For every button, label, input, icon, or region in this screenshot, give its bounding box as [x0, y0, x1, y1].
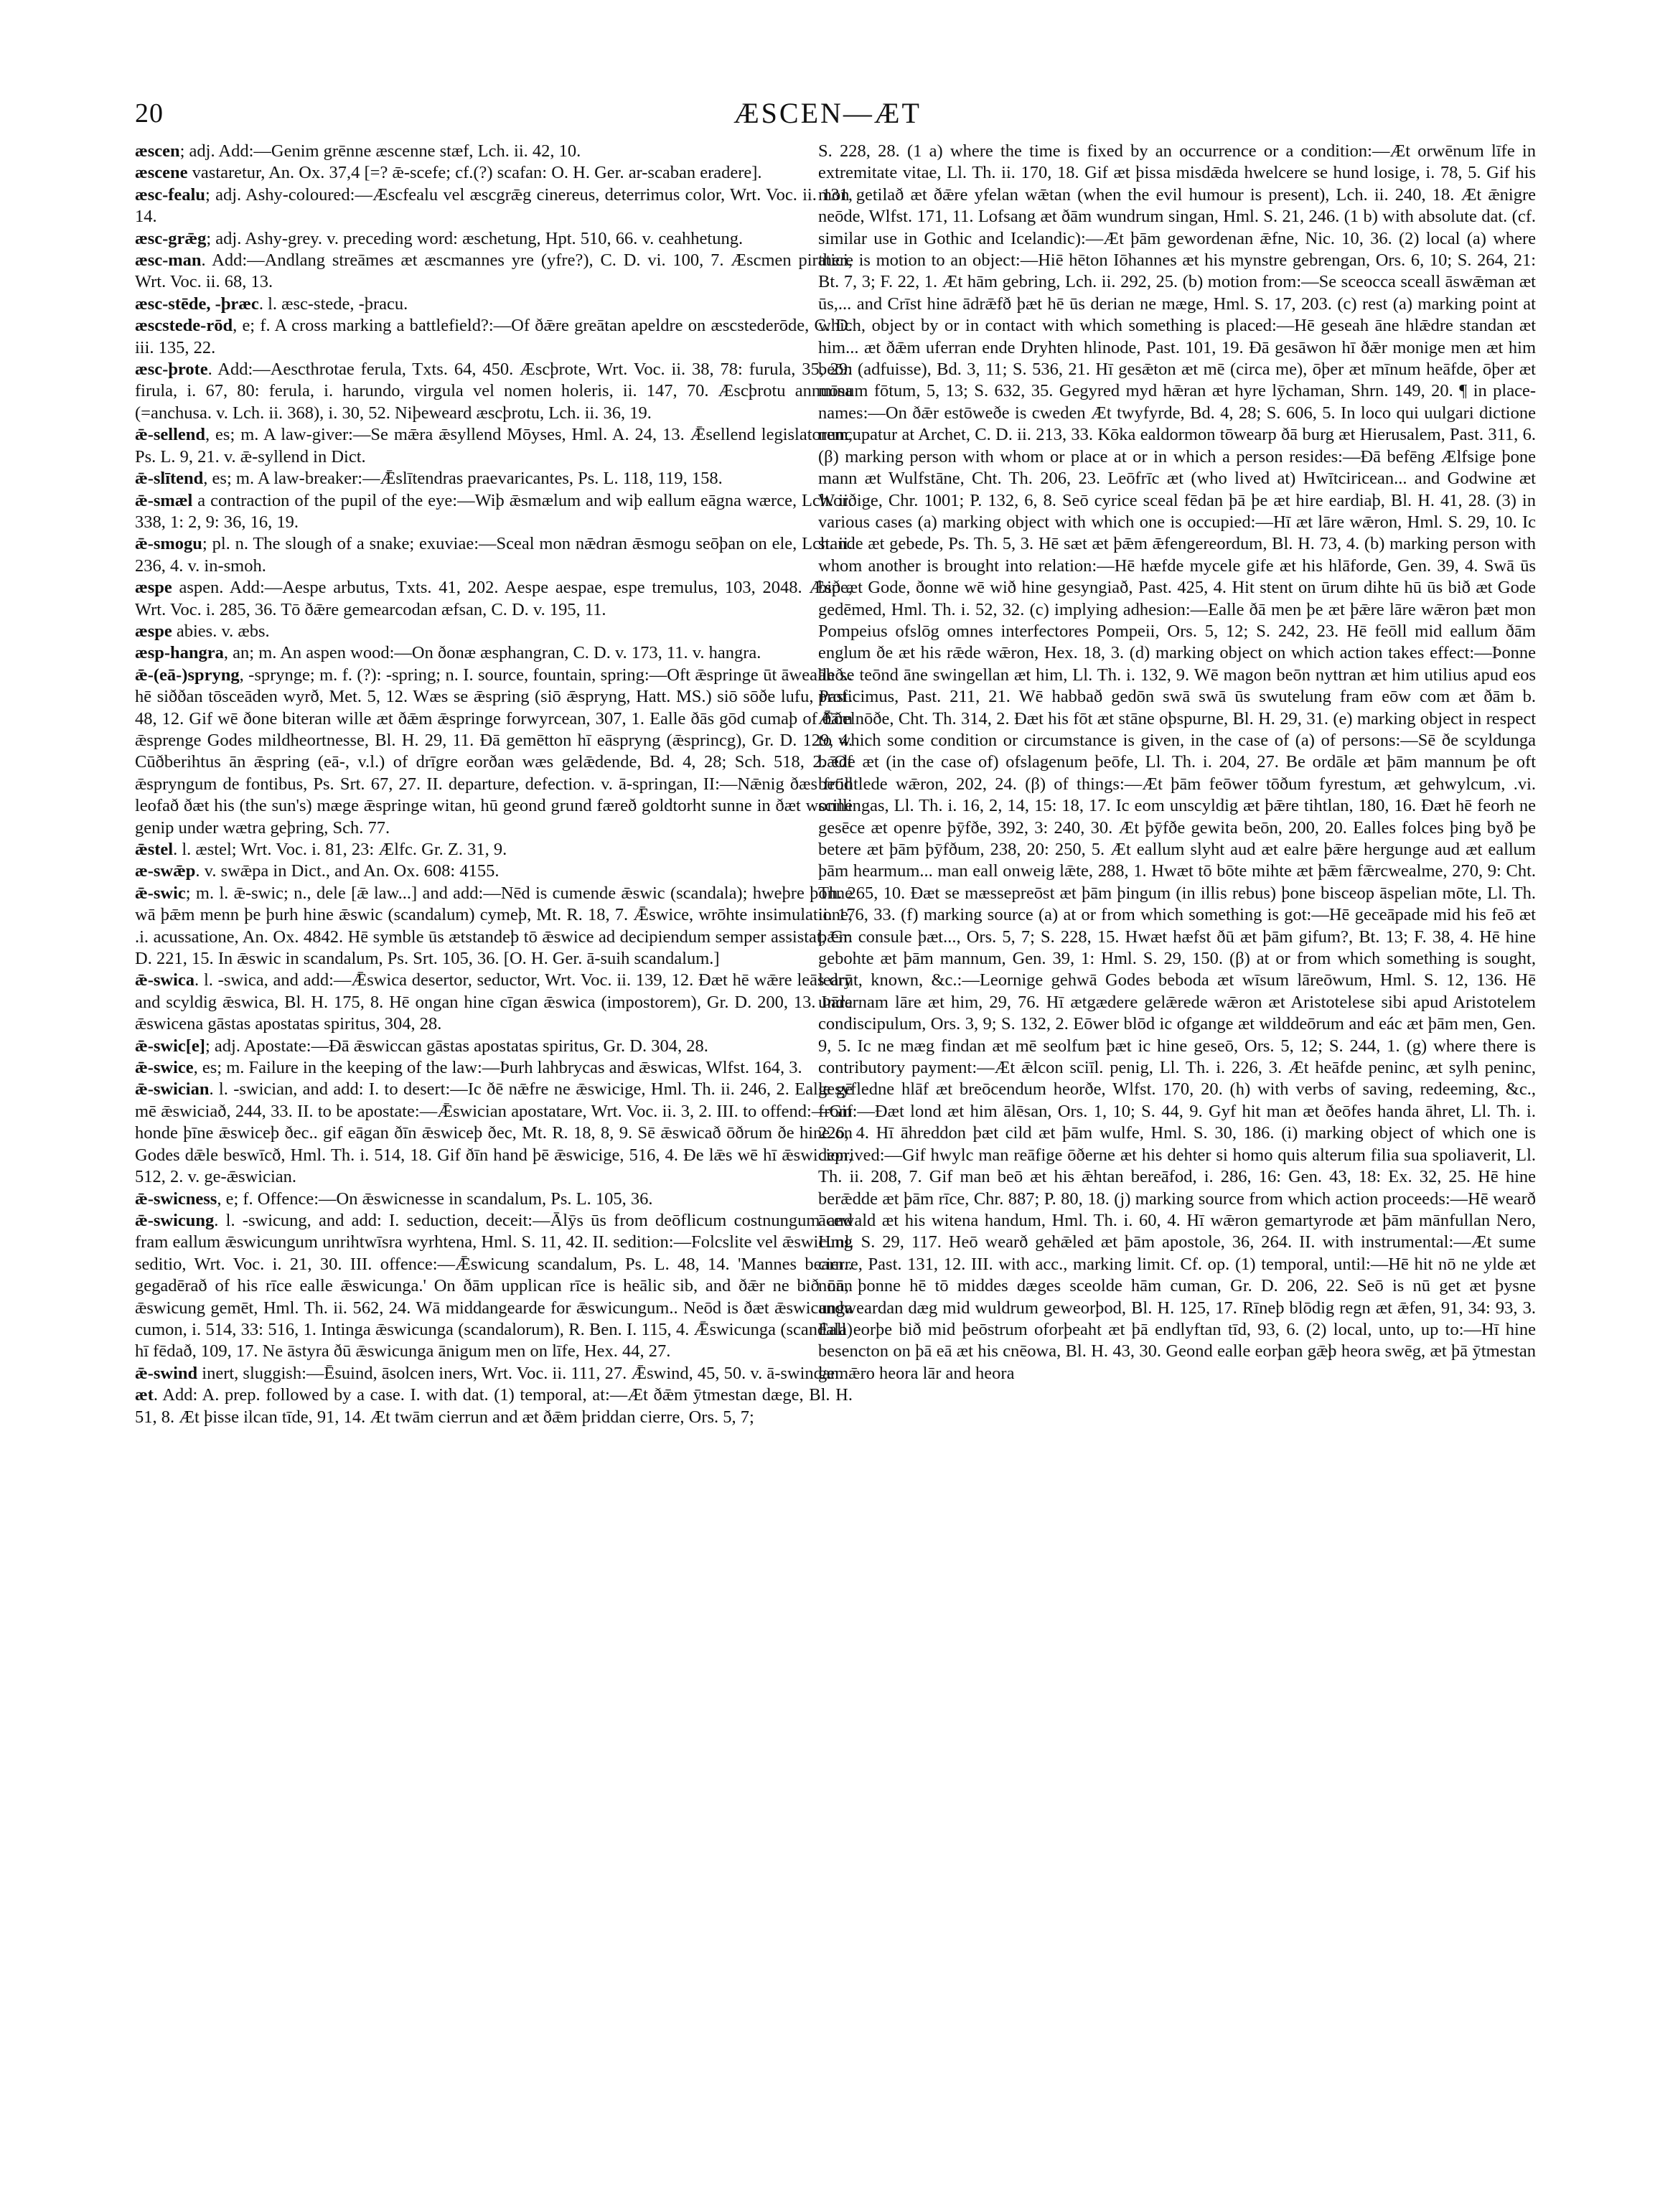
entry-body: . v. swǣpa in Dict., and An. Ox. 608: 4155. [195, 861, 500, 881]
dictionary-entry [135, 294, 853, 315]
entry-headword: æsc-fealu [135, 184, 205, 205]
dictionary-entry [135, 1057, 853, 1079]
dictionary-entry [135, 184, 853, 228]
entry-body: vastaretur, An. Ox. 37,4 [=? ǣ-scefe; cf.(?) scafan: O. H. Ger. ar-scaban eradere]. [187, 163, 762, 183]
entry-body: ; adj. Ashy-coloured:—Æscfealu vel æscgrǣg cinereus, deterrimus color, Wrt. Voc. ii. 131, 14. [135, 184, 853, 227]
entry-body: ; m. l. ǣ-swic; n., dele [ǣ law...] and add:—Nēd is cumende ǣswic (scandala); hweþre þonne wā þǣm menn þe þurh hine ǣswic (scandalum) cymeþ, Mt. R. 18, 7. Ǣswice, wrōhte insimulatione, .i. acussatione, An. Ox. 4842. Hē symble ūs ætstandeþ tō ǣswice ad decipiendum semper assistat, Gr. D. 221, 15. In ǣswic in scandalum, Ps. Srt. 105, 36. [O. H. Ger. ā-suih scandalum.] [135, 883, 853, 969]
entry-body: ; adj. Add:—Genim grēnne æscenne stæf, Lch. ii. 42, 10. [179, 141, 581, 161]
dictionary-entry [135, 162, 853, 184]
dictionary-entry [135, 621, 853, 642]
entry-headword: æsc-grǣg [135, 228, 207, 248]
entry-headword: æspe [135, 578, 172, 598]
entry-headword: æsc-man [135, 250, 202, 271]
entry-headword: ǣ-swic [135, 883, 186, 903]
entry-headword: ǣ-swicung [135, 1210, 215, 1230]
entry-body: . Add:—Andlang streāmes æt æscmannes yre (yfre?), C. D. vi. 100, 7. Æscmen piratici, Wrt. Voc. ii. 68, 13. [135, 250, 853, 292]
entry-body: aspen. Add:—Aespe arbutus, Txts. 41, 202. Aespe aespae, espe tremulus, 103, 2048. Æspe, Wrt. Voc. i. 285, 36. Tō ðǣre gemearcodan æfsan, C. D. v. 195, 11. [135, 578, 853, 619]
entry-headword: ǣ-swician [135, 1079, 210, 1100]
entry-headword: ǣ-swind [135, 1363, 198, 1383]
entry-headword: æscen [135, 141, 180, 161]
entry-body: , an; m. An aspen wood:—On ðonæ æsphangran, C. D. v. 173, 11. v. hangra. [223, 643, 761, 663]
entry-headword: ǣ-smæl [135, 490, 193, 510]
dictionary-entry [135, 1384, 853, 1428]
dictionary-entry [135, 1036, 853, 1057]
entry-body: . l. æsc-stede, -þracu. [258, 294, 408, 314]
entry-headword: æscstede-rōd [135, 316, 233, 336]
entry-headword: ǣ-smogu [135, 534, 202, 554]
dictionary-entry [135, 642, 853, 664]
entry-body: inert, sluggish:—Ēsuind, āsolcen iners, Wrt. Voc. ii. 111, 27. Ǣswind, 45, 50. v. ā-swindan. [197, 1363, 844, 1383]
entry-body: , es; m. A law-giver:—Se mǣra ǣsyllend Mōyses, Hml. A. 24, 13. Ǣsellend legislatorem, Ps. L. 9, 21. v. ǣ-syllend in Dict. [135, 425, 853, 467]
entry-headword: æscene [135, 163, 188, 183]
entry-headword: ǣ-swic[e] [135, 1036, 205, 1056]
entry-body: , e; f. Offence:—On ǣswicnesse in scandalum, Ps. L. 105, 36. [217, 1189, 653, 1209]
entry-headword: ǣ-swice [135, 1058, 194, 1078]
dictionary-entry [135, 861, 853, 882]
dictionary-entry [135, 141, 853, 162]
entry-headword: æsp-hangra [135, 643, 224, 663]
dictionary-entry [135, 250, 853, 294]
dictionary-entry [135, 424, 853, 468]
dictionary-entry [135, 1189, 853, 1210]
entry-headword: ǣ-sellend [135, 425, 205, 445]
entry-headword: æsc-þrote [135, 360, 208, 380]
entry-body: , e; f. A cross marking a battlefield?:—Of ðǣre greātan apeldre on æscstederōde, C. D. iii. 135, 22. [135, 316, 853, 357]
entry-body: . l. -swician, and add: I. to desert:—Ic ðē nǣfre ne ǣswicige, Hml. Th. ii. 246, 2. Ealle gē mē ǣswiciað, 244, 33. II. to be apostate:—Ǣswician apostatare, Wrt. Voc. ii. 3, 2. III. to offend:—Gif honde þīne ǣswiceþ ðec.. gif eāgan ðīn ǣswiceþ ðec, Mt. R. 18, 8, 9. Sē ǣswicað ōðrum ðe hine on Godes dǣle beswīcð, Hml. Th. i. 514, 18. Gif ðīn hand þē ǣswicige, 516, 4. Ðe lǣs wē hī ǣswicion, 512, 2. v. ge-ǣswician. [135, 1079, 853, 1187]
entry-headword: ǣ-(eā-)spryng [135, 665, 240, 685]
entry-headword: æt [135, 1385, 154, 1405]
dictionary-entry [135, 883, 853, 970]
entry-body: ; pl. n. The slough of a snake; exuviae:—Sceal mon nǣdran ǣsmogu seōþan on ele, Lch. ii. 236, 4. v. in-smoh. [135, 534, 853, 576]
dictionary-entry [135, 1363, 853, 1384]
page-number: 20 [135, 98, 164, 128]
entry-body: ; adj. Ashy-grey. v. preceding word: æschetung, Hpt. 510, 66. v. ceahhetung. [206, 228, 744, 248]
entry-body: . l. -swicung, and add: I. seduction, deceit:—Ālȳs ūs from deōflicum costnungum and fram eallum ǣswicungum unrihtwīsra wyrhtena, Hml. S. 11, 42. II. sedition:—Folcslite vel ǣswicung seditio, Wrt. Voc. i. 21, 30. III. offence:—Ǣswicung scandalum, Ps. L. 48, 14. 'Mannes bearn.. gegadērað of his rīce ealle ǣswicunga.' On ðām upplican rīce is heālic sib, and ðǣr ne bið nān ǣswicung gemēt, Hml. Th. ii. 562, 24. Wā middangearde for ǣswicungum.. Neōd is ðæt ǣswicunga cumon, i. 514, 33: 516, 1. Intinga ǣswicunga (scandalorum), R. Ben. I. 115, 4. Ǣswicunga (scandala) hī fēdað, 109, 17. Ne āstyra ðū ǣswicunga ānigum men on līfe, Hex. 44, 27. [135, 1210, 853, 1362]
dictionary-entry [135, 665, 853, 839]
entry-body: . l. -swica, and add:—Ǣswica desertor, seductor, Wrt. Voc. ii. 139, 12. Ðæt hē wǣre leās drȳ and scyldig ǣswica, Bl. H. 175, 8. Hē ongan hine cīgan ǣswica (impostorem), Gr. D. 200, 13. Þāra ǣswicena gāstas apostatas spiritus, 304, 28. [135, 970, 853, 1034]
dictionary-entry [135, 490, 853, 534]
dictionary-entry [818, 141, 1536, 1384]
entry-headword: ǣ-slītend [135, 469, 204, 489]
dictionary-entry [135, 468, 853, 489]
dictionary-entry [135, 359, 853, 424]
dictionary-entry [135, 839, 853, 861]
dictionary-entry [135, 533, 853, 577]
entry-body: abies. v. æbs. [172, 621, 270, 641]
entry-body: . l. æstel; Wrt. Voc. i. 81, 23: Ælfc. Gr. Z. 31, 9. [173, 840, 507, 859]
entry-headword: æspe [135, 621, 172, 641]
running-head: ÆSCEN—ÆT [733, 97, 922, 129]
entry-headword: ǣ-swica [135, 970, 195, 990]
dictionary-entry [135, 1079, 853, 1188]
entry-headword: ǣ-swicness [135, 1189, 217, 1209]
entry-headword: ǣstel [135, 840, 174, 859]
entry-body: S. 228, 28. (1 a) where the time is fixed by an occurrence or a condition:—Æt orwēnum līfe in extremitate vitae, Ll. Th. ii. 170, 18. Gif æt þissa misdǣda hwelcere se hund losige, i. 78, 5. Gif his mon getilað æt ðǣre yfelan wǣtan (when the evil humour is present), Lch. ii. 240, 18. Æt ǣnigre neōde, Wlfst. 171, 11. Lofsang æt ðām wundrum singan, Hml. S. 21, 246. (1 b) with absolute dat. (cf. similar use in Gothic and Icelandic):—Æt þām gewordenan ǣfne, Nic. 10, 36. (2) local (a) where there is motion to an object:—Hiē hēton Iōhannes æt his mynstre gebrengan, Ors. 6, 10; S. 264, 21: Bt. 7, 3; F. 22, 1. Æt hām gebring, Lch. ii. 292, 25. (b) motion from:—Se sceocca sceall āswǣman æt ūs,... and Crīst hine ādrǣfð þæt hē ūs derian ne mæge, Hml. S. 17, 203. (c) rest (a) marking point at which, object by or in contact with which something is placed:—Hē geseah āne hlǣdre standan æt him... æt ðǣm uferran ende Dryhten hlinode, Past. 101, 19. Ðā gesāwon hī ðǣr monige men æt him beōn (adfuisse), Bd. 3, 11; S. 536, 21. Hī gesǣton æt mē (circa me), ōþer æt mīnum heāfde, ōþer æt mīnum fōtum, 5, 13; S. 632, 35. Gegyred myd hǣran æt hyre lȳchaman, Shrn. 149, 20. ¶ in place-names:—On ðǣr estōweðe is cweden Æt twyfyrde, Bd. 4, 28; S. 606, 5. In loco qui uulgari dictione nuncupatur at Archet, C. D. ii. 213, 33. Kōka ealdormon tōwearp ðā burg æt Hierusalem, Past. 311, 6. (β) marking person with whom or place at or in which a person resides:—Ðā befēng Ælfsige þone mann æt Wulfstāne, Cht. Th. 206, 23. Leōfrīc æt (who lived at) Hwītciricean... and Godwine æt Worðige, Chr. 1001; P. 132, 6, 8. Seō cyrice sceal fēdan þā þe æt hire eardiaþ, Bl. H. 41, 28. (3) in various cases (a) marking object with which one is occupied:—Hī æt lāre wǣron, Hml. S. 29, 10. Ic stande æt gebede, Ps. Th. 5, 3. Hē sæt æt þǣm ǣfengereordum, Bl. H. 73, 4. (b) marking person with whom another is brought into relation:—Hē hæfde mycele gife æt his hlāforde, Gen. 39, 4. Swā ūs bið æt Gode, ðonne wē wið hine gesyngiað, Past. 425, 4. Hit stent on ūrum dihte hū ūs bið æt Gode gedēmed, Hml. Th. i. 52, 32. (c) implying adhesion:—Ealle ðā men þe æt þǣre lāre wǣron þæt mon Pompeius ofslōg omnes interfectores Pompeii, Ors. 5, 12; S. 242, 23. Hē feōll mid eallum ðām englum ðe æt his rǣde wǣron, Hex. 18, 3. (d) marking object on which action takes effect:—Þonne āh se teōnd āne swingellan æt him, Ll. Th. i. 132, 9. Wē magon beōn nyttran æt him utilius apud eos proficimus, Past. 211, 21. Wē habbað gedōn swā swā ūs swutelung fram eōw com æt ðām b. Ǣðelnōðe, Cht. Th. 314, 2. Ðæt his fōt æt stāne oþspurne, Bl. H. 29, 31. (e) marking object in respect to which some condition or circumstance is given, in the case of (a) of persons:—Sē ðe scyldunga bǣde æt (in the case of) ofslagenum þeōfe, Ll. Th. i. 204, 27. Be ordāle æt þām mannum þe oft betihtlede wǣron, 202, 24. (β) of things:—Æt þām feōwer tōðum fyrestum, æt gehwylcum, .vi. scillingas, Ll. Th. i. 16, 2, 14, 15: 18, 17. Ic eom unscyldig æt þǣre tihtlan, 180, 16. Ðæt hē feorh ne gesēce æt openre þȳfðe, 392, 3: 240, 30. Æt þȳfðe gewita beōn, 200, 20. Ealles folces þing byð þe betere æt þām þȳfðum, 238, 20: 250, 5. Æt eallum slyht aud æt ealre þǣre hergunge aud æt eallum þām hearmum... man eall onweig lǣte, 288, 1. Hwæt tō bōte mihte æt þǣm fǣrcwealme, 270, 9: Cht. Th. 265, 10. Ðæt se mæssepreōst æt þām þingum (in illis rebus) þone bisceop āspelian mōte, Ll. Th. ii. 176, 33. (f) marking source (a) at or from which something is got:—Hē geceāpade mid his feō æt þǣm consule þæt..., Ors. 5, 7; S. 228, 15. Hwæt hæfst ðū æt þām gifum?, Bt. 13; F. 38, 4. Hē hine gebohte æt þām mannum, Gen. 39, 1: Hml. S. 29, 150. (β) at or from which something is sought, learnt, known, &c.:—Leornige gehwā Godes beboda æt wīsum lāreōwum, Hml. S. 12, 136. Hē undernam lāre æt him, 29, 76. Hī ætgædere gelǣrede wǣron æt Aristotelese sibi apud Aristotelem condiscipulum, Ors. 3, 9; S. 132, 2. Eōwer blōd ic ofgange æt wilddeōrum and eác æt þām men, Gen. 9, 5. Ic ne mæg findan æt mē seolfum þæt ic hine geseō, Ors. 5, 12; S. 244, 1. (g) where there is contributory payment:—Æt ǣlcon sciīl. penig, Ll. Th. i. 226, 3. Æt heāfde peninc, æt sylh peninc, gesyfledne hlāf æt breōcendum heorðe, Wlfst. 170, 20. (h) with verbs of saving, redeeming, &c., from:—Ðæt lond æt him ālēsan, Ors. 1, 10; S. 44, 9. Gyf hit man æt ðeōfes handa āhret, Ll. Th. i. 226, 4. Hī āhreddon þæt cild æt þām wulfe, Hml. S. 30, 186. (i) marking object of which one is deprived:—Gif hwylc man reāfige ōðerne æt his dehter si homo quis alterum filia sua spoliaverit, Ll. Th. ii. 208, 7. Gif man beō æt his ǣhtan bereāfod, i. 286, 16: Gen. 43, 18: Ex. 32, 25. Hē hine berǣdde æt þām rīce, Chr. 887; P. 80, 18. (j) marking source from which action proceeds:—Hē wearð ācewald æt his witena handum, Hml. Th. i. 60, 4. Hī wǣron gemartyrode æt þām mānfullan Nero, Hml. S. 29, 117. Heō wearð gehǣled æt þām apostole, 36, 264. II. with instrumental:—Æt sume cierre, Past. 131, 12. III. with acc., marking limit. Cf. op. (1) temporal, until:—Hē hit nō ne ylde æt nōn, þonne hē tō middes dæges sceolde hām cuman, Gr. D. 206, 22. Seō is nū get æt þysne andweardan dæg mid wuldrum geweorþod, Bl. H. 125, 17. Rīneþ blōdig regn æt ǣfen, 91, 34: 93, 3. Eall eorþe bið mid þeōstrum oforþeaht æt þā endlyftan tīd, 93, 6. (2) local, unto, up to:—Hī hine besencton on þā eā æt his cnēowa, Bl. H. 43, 30. Geond ealle eorþan gǣþ heora swēg, æt þā ȳtmestan gemǣro heora lār and heora [818, 141, 1536, 1383]
entry-body: , -sprynge; m. f. (?): -spring; n. I. source, fountain, spring:—Oft ǣspringe ūt āwealleð.. hē siððan tōsceāden wyrð, Met. 5, 12. Wæs se ǣspring (siō ǣspryng, Hatt. MS.) siō sōðe lufu, Past. 48, 12. Gif wē ðone biteran wille æt ðǣm ǣspringe forwyrcean, 307, 1. Ealle ðās gōd cumaþ of ðām ǣsprenge Godes mildheortnesse, Bl. H. 29, 11. Ðā gemētton hī eāspryng (ǣsprincg), Gr. D. 129, 4. Cūðberihtus ān ǣspring (eā-, v.l.) of drīgre eorðan wæs gelǣdende, Bd. 4, 28; Sch. 518, 2. Of ǣspryngum de fontibus, Ps. Srt. 67, 27. II. departure, defection. v. ā-springan, II:—Nǣnig ðæs frōd leofað ðæt his (the sun's) mæge ǣspringe witan, hū geond grund færeð goldtorht sunne in ðæt wonne genip under wætra geþring, Sch. 77. [135, 665, 853, 838]
entry-headword: æsc-stēde, -þræc [135, 294, 259, 314]
dictionary-entry [135, 577, 853, 621]
entry-body: a contraction of the pupil of the eye:—Wiþ ǣsmælum and wiþ eallum eāgna wærce, Lch. ii. 338, 1: 2, 9: 36, 16, 19. [135, 490, 853, 532]
entry-body: , es; m. Failure in the keeping of the law:—Þurh lahbrycas and ǣswicas, Wlfst. 164, 3. [193, 1058, 802, 1078]
dictionary-entry [135, 228, 853, 250]
entry-body: ; adj. Apostate:—Ðā ǣswiccan gāstas apostatas spiritus, Gr. D. 304, 28. [205, 1036, 708, 1056]
right-column [818, 141, 1536, 2143]
entry-headword: æ-swǣp [135, 861, 196, 881]
entry-body: . Add: A. prep. followed by a case. I. with dat. (1) temporal, at:—Æt ðǣm ȳtmestan dæge, Bl. H. 51, 8. Æt þisse ilcan tīde, 91, 14. Æt twām cierrun and æt ðǣm þriddan cierre, Ors. 5, 7; [135, 1385, 853, 1427]
entry-body: , es; m. A law-breaker:—Ǣslītendras praevaricantes, Ps. L. 118, 119, 158. [203, 469, 723, 489]
dictionary-entry [135, 315, 853, 359]
left-column [135, 141, 853, 2143]
dictionary-entry [135, 1210, 853, 1363]
dictionary-entry [135, 970, 853, 1035]
entry-body: . Add:—Aescthrotae ferula, Txts. 64, 450. Æscþrote, Wrt. Voc. ii. 38, 78: furula, 35, 29: firula, i. 67, 80: ferula, i. harundo, virgula vel nomen holeris, ii. 147, 70. Æscþrotu annuosa (=anchusa. v. Lch. ii. 368), i. 30, 52. Niþeweard æscþrotu, Lch. ii. 36, 19. [135, 360, 853, 423]
